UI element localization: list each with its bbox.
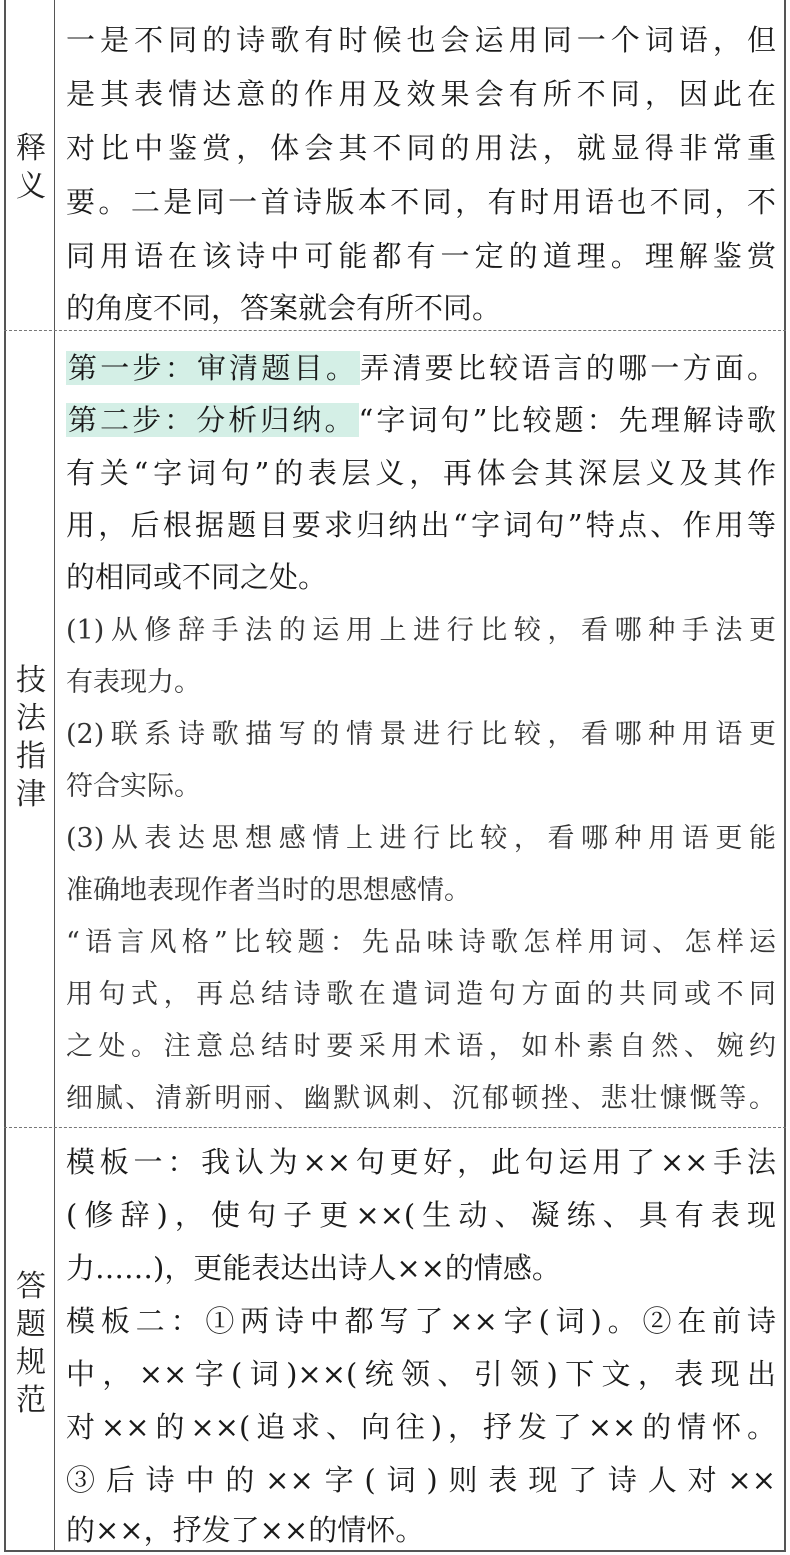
paragraph-line: 符合实际。 — [66, 771, 201, 802]
row-divider — [4, 330, 786, 331]
paragraph-line: 准确地表现作者当时的思想感情。 — [66, 875, 471, 906]
category-dati — [8, 1268, 54, 1420]
paragraph-line: 要。二是同一首诗版本不同，有时用语也不同，不 — [66, 185, 776, 219]
category-jifa — [8, 662, 54, 814]
column-divider — [54, 0, 55, 1552]
paragraph-line: (3)从表达思想感情上进行比较，看哪种用语更能 — [66, 823, 776, 854]
step-line — [66, 398, 776, 439]
paragraph-line: 中，××字(词)××(统领、引领)下文，表现出 — [66, 1357, 776, 1391]
paragraph-line: (修辞)，使句子更××(生动、凝练、具有表现 — [66, 1198, 776, 1232]
category-char: 法 — [16, 701, 46, 736]
paragraph-line: 模板一：我认为××句更好，此句运用了××手法 — [66, 1145, 776, 1179]
paragraph-line: (2)联系诗歌描写的情景进行比较，看哪种用语更 — [66, 719, 776, 750]
step1-text: 弄清要比较语言的哪一方面。 — [360, 351, 776, 385]
category-char: 题 — [16, 1307, 46, 1342]
row-divider — [4, 1127, 786, 1128]
category-char: 指 — [16, 739, 46, 774]
category-char: 答 — [16, 1269, 46, 1304]
category-char: 技 — [16, 663, 46, 698]
paragraph-line: 对比中鉴赏，体会其不同的用法，就显得非常重 — [66, 131, 776, 165]
paragraph-line: ③后诗中的××字(词)则表现了诗人对×× — [66, 1463, 776, 1497]
step2-label: 第二步：分析归纳。 — [68, 403, 357, 437]
paragraph-line: 有表现力。 — [66, 667, 201, 698]
paragraph-line: 同用语在该诗中可能都有一定的道理。理解鉴赏 — [66, 239, 776, 273]
paragraph-line: 模板二：①两诗中都写了××字(词)。②在前诗 — [66, 1304, 776, 1338]
paragraph-line: 细腻、清新明丽、幽默讽刺、沉郁顿挫、悲壮慷慨等。 — [66, 1083, 776, 1114]
paragraph-line: 的角度不同，答案就会有所不同。 — [66, 291, 502, 325]
step2-text: “字词句”比较题：先理解诗歌 — [358, 403, 776, 437]
paragraph-line: 对××的××(追求、向往)，抒发了××的情怀。 — [66, 1410, 776, 1444]
category-char: 规 — [16, 1345, 46, 1380]
paragraph-line: 用句式，再总结诗歌在遣词造句方面的共同或不同 — [66, 979, 776, 1010]
paragraph-line: 的××，抒发了××的情怀。 — [66, 1513, 425, 1547]
category-char: 释 — [16, 131, 46, 166]
category-char: 津 — [16, 777, 46, 812]
category-shiyi — [8, 130, 54, 206]
paragraph-line: 一是不同的诗歌有时候也会运用同一个词语，但 — [66, 23, 776, 57]
step1-label: 第一步：审清题目。 — [68, 351, 359, 385]
paragraph-line: 有关“字词句”的表层义，再体会其深层义及其作 — [66, 456, 776, 490]
paragraph-line: “语言风格”比较题：先品味诗歌怎样用词、怎样运 — [66, 927, 776, 958]
paragraph-line: 的相同或不同之处。 — [66, 560, 328, 594]
paragraph-line: 用，后根据题目要求归纳出“字词句”特点、作用等 — [66, 508, 776, 542]
paragraph-line: 力……)，更能表达出诗人××的情感。 — [66, 1251, 561, 1285]
category-char: 范 — [16, 1383, 46, 1418]
step-line — [66, 346, 776, 387]
paragraph-line: (1)从修辞手法的运用上进行比较，看哪种手法更 — [66, 615, 776, 646]
paragraph-line: 是其表情达意的作用及效果会有所不同，因此在 — [66, 77, 776, 111]
category-char: 义 — [16, 169, 46, 204]
paragraph-line: 之处。注意总结时要采用术语，如朴素自然、婉约 — [66, 1031, 776, 1062]
